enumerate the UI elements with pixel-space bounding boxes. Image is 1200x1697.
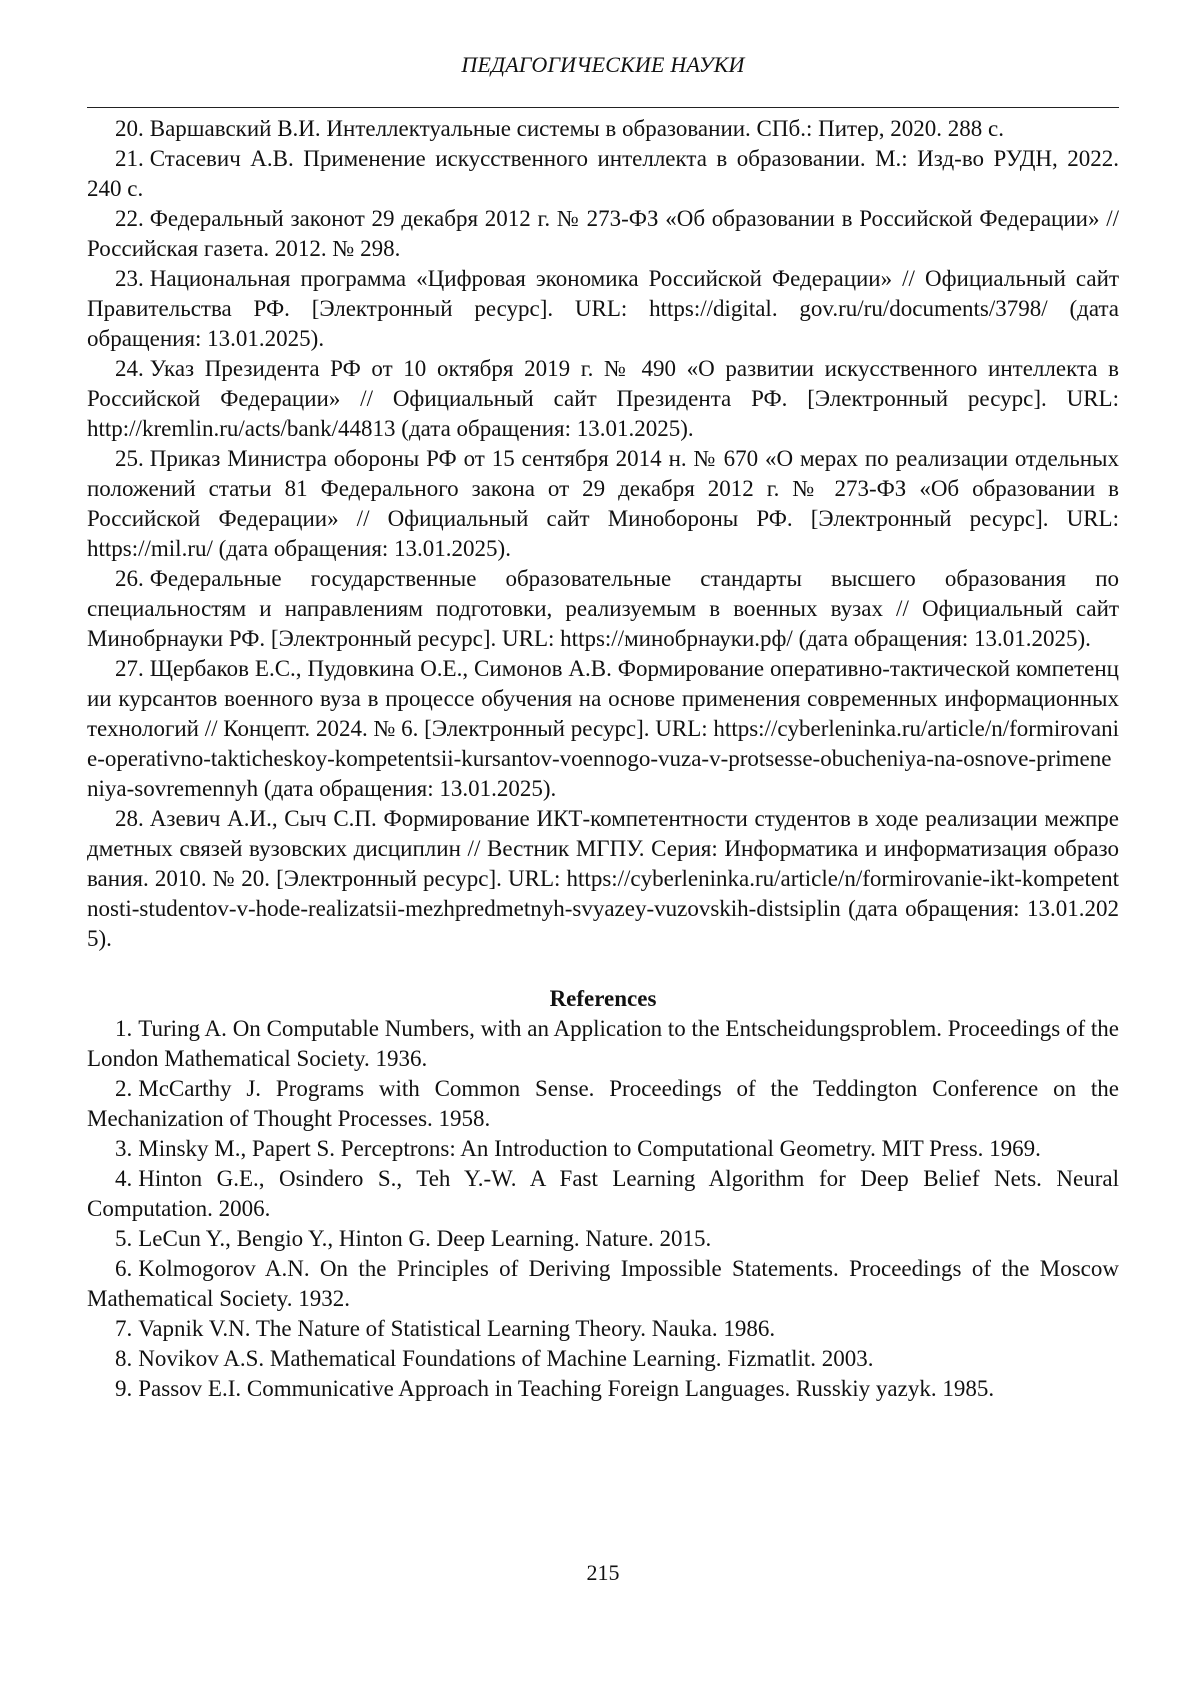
- entry-text: Приказ Министра обороны РФ от 15 сентября 2014 н. № 670 «О мерах по реализации отдельных положений статьи 81 Федерального закона от 29 декабря 2012 г. № 273-ФЗ «Об образовании в Российской Федерации» // Официальный сайт Минобороны РФ. [Электронный ресурс]. URL: https://mil.ru/ (дата обращения: 13.01.2025).: [87, 446, 1119, 561]
- entry-text: Федеральные государственные образовательные стандарты высшего образования по специальностям и направлениям подготовки, реализуемым в военных вузах // Официальный сайт Минобрнауки РФ. [Электронный ресурс]. URL: https://минобрнауки.рф/ (дата обращения: 13.01.2025).: [87, 566, 1119, 651]
- entry-text: Стасевич А.В. Применение искусственного интеллекта в образовании. М.: Изд-во РУДН, 2022. 240 с.: [87, 146, 1119, 201]
- bibliography-entry: [87, 114, 1119, 144]
- page-number: 215: [586, 1560, 620, 1585]
- entry-text: Minsky M., Papert S. Perceptrons: An Introduction to Computational Geometry. MIT Press. 1969.: [138, 1136, 1041, 1161]
- entry-number: 22.: [115, 206, 144, 231]
- entry-text: Passov E.I. Communicative Approach in Teaching Foreign Languages. Russkiy yazyk. 1985.: [138, 1376, 995, 1401]
- bibliography-entry: [87, 654, 1119, 804]
- bibliography-list: [87, 114, 1119, 954]
- header-divider: [87, 107, 1119, 108]
- bibliography-entry: [87, 444, 1119, 564]
- reference-entry: [87, 1134, 1119, 1164]
- entry-number: 1.: [115, 1016, 133, 1041]
- reference-entry: [87, 1164, 1119, 1224]
- entry-number: 21.: [115, 146, 144, 171]
- reference-entry: [87, 1254, 1119, 1314]
- entry-number: 23.: [115, 266, 144, 291]
- reference-entry: [87, 1074, 1119, 1134]
- reference-entry: [87, 1314, 1119, 1344]
- entry-text: McCarthy J. Programs with Common Sense. Proceedings of the Teddington Conference on the Mechanization of Thought Processes. 1958.: [87, 1076, 1119, 1131]
- entry-number: 6.: [115, 1256, 133, 1281]
- reference-entry: [87, 1014, 1119, 1074]
- reference-entry: [87, 1224, 1119, 1254]
- entry-text: Vapnik V.N. The Nature of Statistical Learning Theory. Nauka. 1986.: [138, 1316, 776, 1341]
- bibliography-entry: [87, 144, 1119, 204]
- entry-number: 24.: [115, 356, 144, 381]
- reference-entry: [87, 1374, 1119, 1404]
- entry-number: 20.: [115, 116, 144, 141]
- entry-number: 8.: [115, 1346, 133, 1371]
- bibliography-entry: [87, 804, 1119, 954]
- entry-text: Novikov A.S. Mathematical Foundations of Machine Learning. Fizmatlit. 2003.: [138, 1346, 874, 1371]
- bibliography-entry: [87, 264, 1119, 354]
- entry-number: 7.: [115, 1316, 133, 1341]
- entry-number: 28.: [115, 806, 144, 831]
- entry-text: Национальная программа «Цифровая экономика Российской Федерации» // Официальный сайт Правительства РФ. [Электронный ресурс]. URL: https://digital. gov.ru/ru/documents/3798/ (дата обращения: 13.01.2025).: [87, 266, 1119, 351]
- entry-number: 4.: [115, 1166, 133, 1191]
- entry-text: Щербаков Е.С., Пудовкина О.Е., Симонов А.В. Формирование оперативно-тактической компетенции курсантов военного вуза в процессе обучения на основе применения современных информационных технологий // Концепт. 2024. № 6. [Электронный ресурс]. URL: https://cyberleninka.ru/article/n/formirovanie-operativno-takticheskoy-kompetentsii-kursantov-voennogo-vuza-v-protsesse-obucheniya-na-osnove-primene niya-sovremennyh (дата обращения: 13.01.2025).: [87, 656, 1119, 801]
- entry-number: 25.: [115, 446, 144, 471]
- entry-number: 27.: [115, 656, 144, 681]
- reference-entry: [87, 1344, 1119, 1374]
- entry-number: 2.: [115, 1076, 133, 1101]
- entry-number: 5.: [115, 1226, 133, 1251]
- entry-number: 26.: [115, 566, 144, 591]
- references-heading: References: [549, 986, 657, 1011]
- entry-text: Варшавский В.И. Интеллектуальные системы в образовании. СПб.: Питер, 2020. 288 с.: [149, 116, 1004, 141]
- running-head: ПЕДАГОГИЧЕСКИЕ НАУКИ: [461, 52, 745, 77]
- entry-number: 9.: [115, 1376, 133, 1401]
- references-list: [87, 1014, 1119, 1404]
- entry-text: Азевич А.И., Сыч С.П. Формирование ИКТ-компетентности студентов в ходе реализации межпредметных связей вузовских дисциплин // Вестник МГПУ. Серия: Информатика и информатизация образования. 2010. № 20. [Электронный ресурс]. URL: https://cyberleninka.ru/article/n/formirovanie-ikt-kompetentnosti-studentov-v-hode-realizatsii-mezhpredmetnyh-svyazey-vuzovskih-distsiplin (дата обращения: 13.01.2025).: [87, 806, 1119, 951]
- bibliography-entry: [87, 354, 1119, 444]
- entry-number: 3.: [115, 1136, 133, 1161]
- entry-text: Федеральный законот 29 декабря 2012 г. № 273-ФЗ «Об образовании в Российской Федерации» // Российская газета. 2012. № 298.: [87, 206, 1119, 261]
- entry-text: Kolmogorov A.N. On the Principles of Deriving Impossible Statements. Proceedings of the Moscow Mathematical Society. 1932.: [87, 1256, 1119, 1311]
- entry-text: Указ Президента РФ от 10 октября 2019 г. № 490 «О развитии искусственного интеллекта в Российской Федерации» // Официальный сайт Президента РФ. [Электронный ресурс]. URL: http://kremlin.ru/acts/bank/44813 (дата обращения: 13.01.2025).: [87, 356, 1119, 441]
- page-content: [87, 114, 1119, 1404]
- entry-text: Hinton G.E., Osindero S., Teh Y.-W. A Fast Learning Algorithm for Deep Belief Nets. Neural Computation. 2006.: [87, 1166, 1119, 1221]
- bibliography-entry: [87, 564, 1119, 654]
- entry-text: LeCun Y., Bengio Y., Hinton G. Deep Learning. Nature. 2015.: [138, 1226, 712, 1251]
- bibliography-entry: [87, 204, 1119, 264]
- entry-text: Turing A. On Computable Numbers, with an Application to the Entscheidungsproblem. Proceedings of the London Mathematical Society. 1936.: [87, 1016, 1119, 1071]
